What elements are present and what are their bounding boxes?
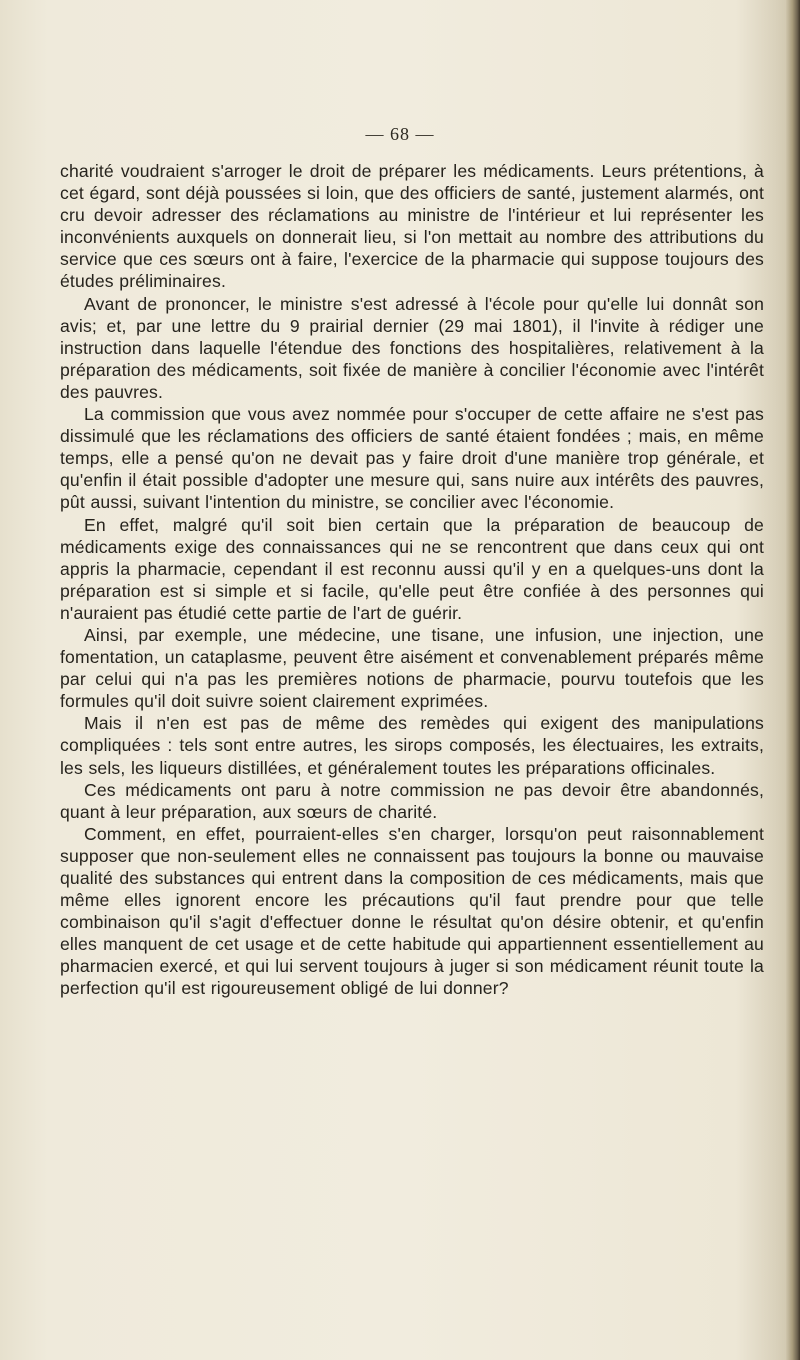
body-text (60, 160, 764, 1000)
page-number: — 68 — (365, 124, 435, 144)
paragraph-4: En effet, malgré qu'il soit bien certain que la préparation de beaucoup de médicaments exige des connaissances qui ne se rencontrent que dans ceux qui ont appris la pharmacie, cependant il est reconnu aussi qu'il y en a quelques-uns dont la préparation est si simple et si facile, qu'elle peut être confiée à des personnes qui n'auraient pas étudié cette partie de l'art de guérir. (60, 514, 764, 623)
paragraph-1: charité voudraient s'arroger le droit de préparer les médicaments. Leurs prétentions, à cet égard, sont déjà poussées si loin, que des officiers de santé, justement alarmés, ont cru devoir adresser des réclamations au ministre de l'intérieur et lui représenter les inconvénients auxquels on donnerait lieu, si l'on mettait au nombre des attributions du service que ces sœurs ont à faire, l'exercice de la pharmacie qui suppose toujours des études préliminaires. (60, 161, 764, 292)
page-binding-edge (786, 0, 800, 1360)
paragraph-5: Ainsi, par exemple, une médecine, une tisane, une infusion, une injection, une fomentation, un cataplasme, peuvent être aisément et convenablement préparés même par celui qui n'a pas les premières notions de pharmacie, pourvu toutefois que les formules qu'il doit suivre soient clairement exprimées. (60, 624, 764, 712)
paragraph-2: Avant de prononcer, le ministre s'est adressé à l'école pour qu'elle lui donnât son avis; et, par une lettre du 9 prairial dernier (29 mai 1801), il l'invite à rédiger une instruction dans laquelle l'étendue des fonctions des hospitalières, relativement à la préparation des médicaments, soit fixée de manière à concilier l'économie avec l'intérêt des pauvres. (60, 293, 764, 402)
paragraph-3: La commission que vous avez nommée pour s'occuper de cette affaire ne s'est pas dissimulé que les réclamations des officiers de santé étaient fondées ; mais, en même temps, elle a pensé qu'on ne devait pas y faire droit d'une manière trop générale, et qu'enfin il était possible d'adopter une mesure qui, sans nuire aux intérêts des pauvres, pût aussi, suivant l'intention du ministre, se concilier avec l'économie. (60, 404, 764, 513)
paragraph-6: Mais il n'en est pas de même des remèdes qui exigent des manipulations compliquées : tels sont entre autres, les sirops composés, les électuaires, les extraits, les sels, les liqueurs distillées, et généralement toutes les préparations officinales. (60, 713, 764, 778)
paragraph-8: Comment, en effet, pourraient-elles s'en charger, lorsqu'on peut raisonnablement supposer que non-seulement elles ne connaissent pas toujours la bonne ou mauvaise qualité des substances qui entrent dans la composition de ces médicaments, mais que même elles ignorent encore les précautions qu'il faut prendre pour que telle combinaison qu'il s'agit d'effectuer donne le résultat qu'on désire obtenir, et qu'enfin elles manquent de cet usage et de cette habitude qui appartiennent essentiellement au pharmacien exercé, et qui lui servent toujours à juger si son médicament réunit toute la perfection qu'il est rigoureusement obligé de lui donner? (60, 823, 764, 999)
paragraph-7: Ces médicaments ont paru à notre commission ne pas devoir être abandonnés, quant à leur préparation, aux sœurs de charité. (60, 779, 764, 822)
